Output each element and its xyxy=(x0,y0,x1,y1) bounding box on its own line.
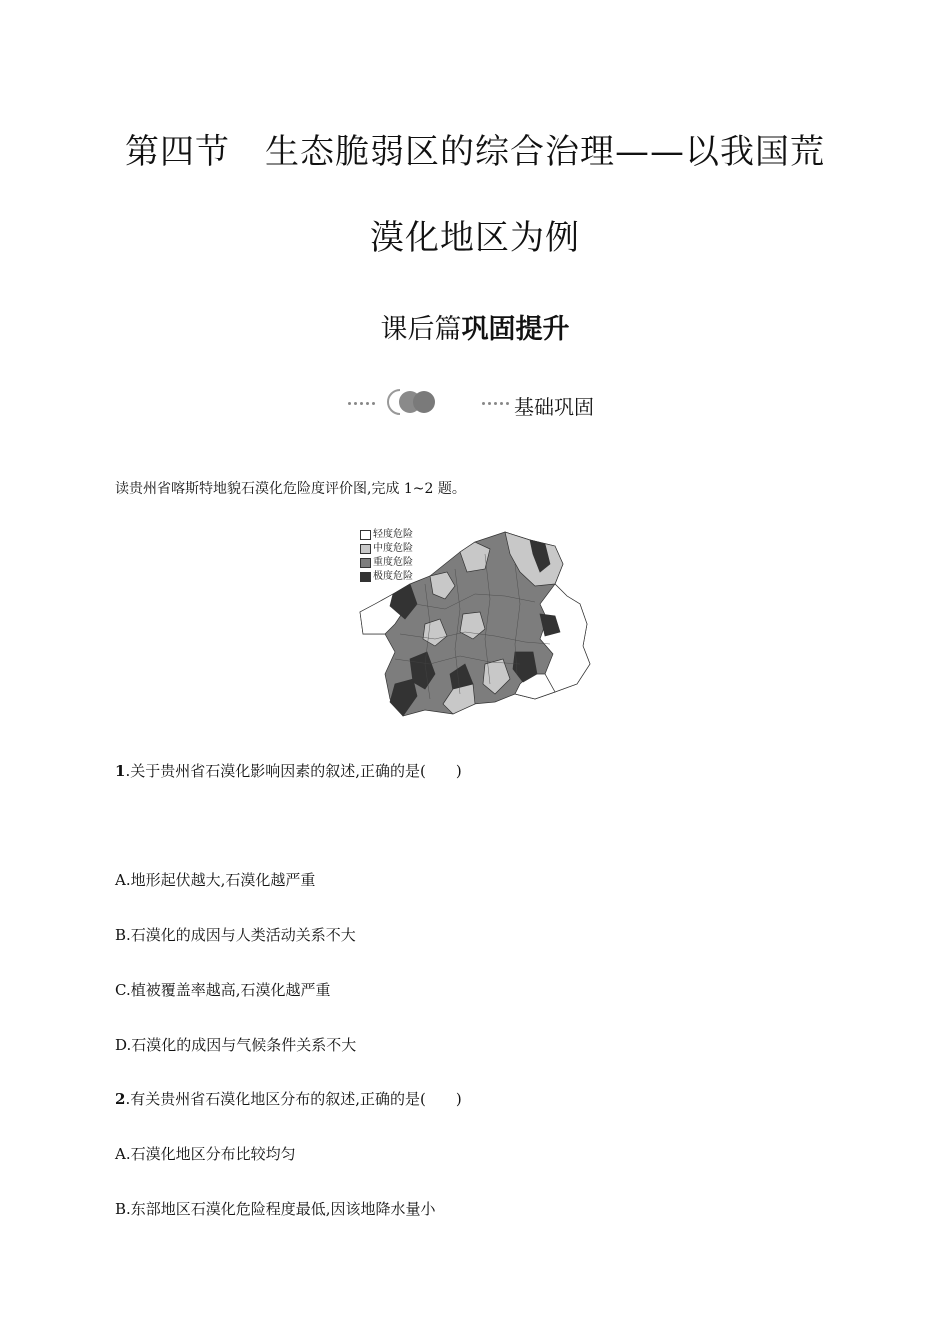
question-1-option-c: C.植被覆盖率越高,石漠化越严重 xyxy=(115,981,331,999)
question-1-option-a: A.地形起伏越大,石漠化越严重 xyxy=(115,871,316,889)
map-legend xyxy=(360,528,413,584)
section-header xyxy=(344,386,624,420)
section-label: 基础巩固 xyxy=(514,395,594,419)
subtitle-normal: 课后篇 xyxy=(380,314,462,345)
subtitle xyxy=(0,307,950,346)
question-2-stem: 2.有关贵州省石漠化地区分布的叙述,正确的是( ) xyxy=(115,1090,462,1108)
question-1-stem: 1.关于贵州省石漠化影响因素的叙述,正确的是( ) xyxy=(115,762,462,780)
legend-item: 重度危险 xyxy=(360,556,413,570)
question-2-option-a: A.石漠化地区分布比较均匀 xyxy=(115,1145,296,1163)
intro-text: 读贵州省喀斯特地貌石漠化危险度评价图,完成 1~2 题。 xyxy=(115,481,466,497)
question-1-option-b: B.石漠化的成因与人类活动关系不大 xyxy=(115,926,356,944)
question-2-option-b: B.东部地区石漠化危险程度最低,因该地降水量小 xyxy=(115,1200,436,1218)
legend-item: 轻度危险 xyxy=(360,528,413,542)
legend-item: 中度危险 xyxy=(360,542,413,556)
question-1-option-d: D.石漠化的成因与气候条件关系不大 xyxy=(115,1036,357,1054)
double-circle-icon xyxy=(386,386,442,418)
dotted-rule-right xyxy=(482,402,509,406)
page-title-line-1: 第四节 生态脆弱区的综合治理——以我国荒 xyxy=(125,132,825,172)
page-title-line-2: 漠化地区为例 xyxy=(370,218,580,258)
dotted-rule-left xyxy=(348,402,375,406)
subtitle-bold: 巩固提升 xyxy=(461,314,570,345)
legend-item: 极度危险 xyxy=(360,570,413,584)
